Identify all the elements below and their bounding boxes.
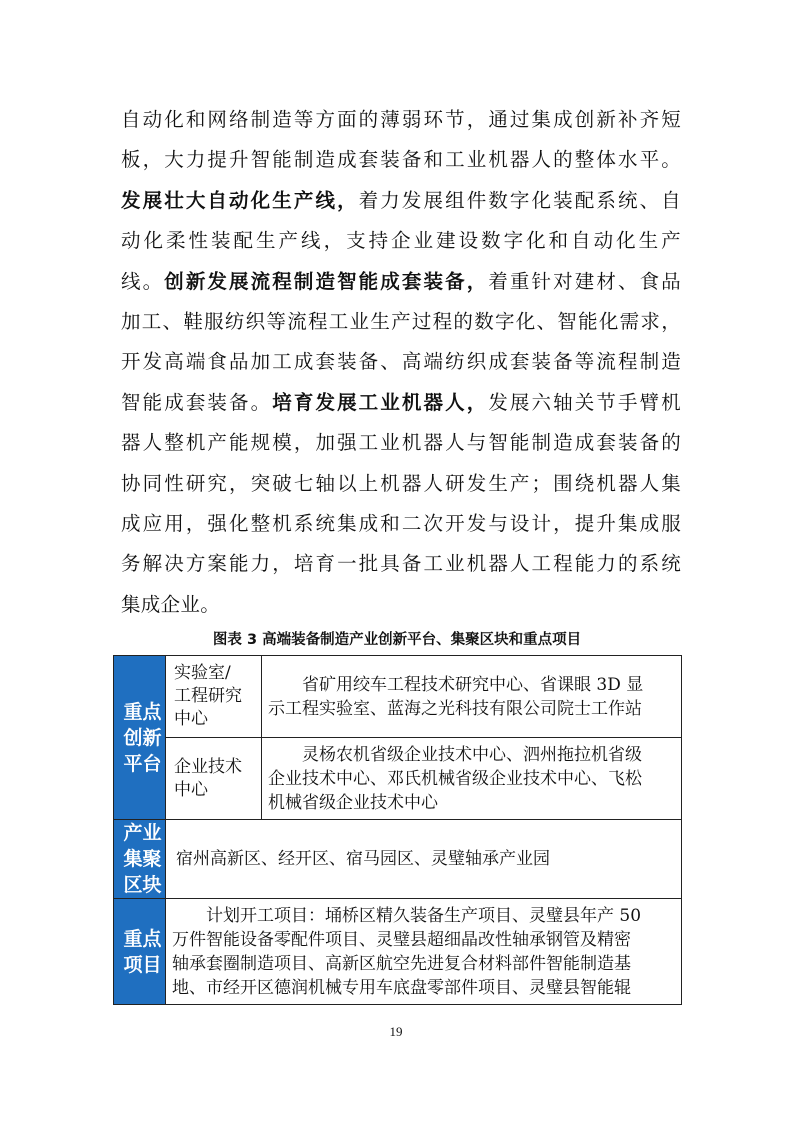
page-number: 19 [389, 1024, 403, 1039]
body-line: 自动化和网络制造等方面的薄弱环节，通过集成创新补齐短 [121, 108, 681, 131]
subcategory-enterprise: 企业技术 中心 [166, 738, 262, 820]
projects-content: 计划开工项目：埇桥区精久装备生产项目、灵璧县年产 50 万件智能设备零配件项目、灵璧县超细晶改性轴承钢管及精密 轴承套圈制造项目、高新区航空先进复合材料部件智能制造基 地、市经开区德润机械专用车底盘零部件项目、灵璧县智能辊 [166, 899, 682, 1005]
body-line: 智能成套装备。培育发展工业机器人，发展六轴关节手臂机 [121, 390, 681, 414]
body-line: 开发高端食品加工成套装备、高端纺织成套装备等流程制造 [121, 350, 681, 374]
body-line: 务解决方案能力，培育一批具备工业机器人工程能力的系统 [121, 552, 681, 576]
body-line: 集成企业。 [121, 592, 221, 616]
body-line: 协同性研究，突破七轴以上机器人研发生产；围绕机器人集 [121, 471, 681, 495]
category-cell-projects: 重点 项目 [114, 899, 166, 1005]
platform-table [113, 655, 682, 1005]
category-cell-cluster: 产业 集聚 区块 [114, 820, 166, 899]
body-line: 线。创新发展流程制造智能成套装备，着重针对建材、食品 [121, 269, 681, 293]
body-line: 发展壮大自动化生产线，着力发展组件数字化装配系统、自 [121, 188, 681, 212]
enterprise-content: 灵杨农机省级企业技术中心、泗州拖拉机省级 企业技术中心、邓氏机械省级企业技术中心、飞松 机械省级企业技术中心 [262, 738, 682, 820]
bold-heading: 发展壮大自动化生产线， [121, 188, 359, 212]
body-line: 器人整机产能规模，加强工业机器人与智能制造成套装备的 [121, 431, 681, 455]
body-line: 成应用，强化整机系统集成和二次开发与设计，提升集成服 [121, 511, 681, 535]
subcategory-lab: 实验室/ 工程研究 中心 [166, 656, 262, 738]
bold-heading: 创新发展流程制造智能成套装备， [164, 269, 489, 293]
cluster-content: 宿州高新区、经开区、宿马园区、灵璧轴承产业园 [166, 820, 682, 899]
category-cell-platform: 重点 创新 平台 [114, 656, 166, 820]
body-text [121, 100, 681, 625]
table-caption: 图表 3 高端装备制造产业创新平台、集聚区块和重点项目 [212, 632, 582, 648]
body-line: 动化柔性装配生产线，支持企业建设数字化和自动化生产 [121, 229, 681, 253]
bold-heading: 培育发展工业机器人， [272, 390, 489, 414]
lab-content: 省矿用绞车工程技术研究中心、省课眼 3D 显 示工程实验室、蓝海之光科技有限公司院士工作站 [262, 656, 682, 738]
body-line: 加工、鞋服纺织等流程工业生产过程的数字化、智能化需求， [121, 309, 681, 333]
body-line: 板，大力提升智能制造成套装备和工业机器人的整体水平。 [121, 148, 681, 172]
